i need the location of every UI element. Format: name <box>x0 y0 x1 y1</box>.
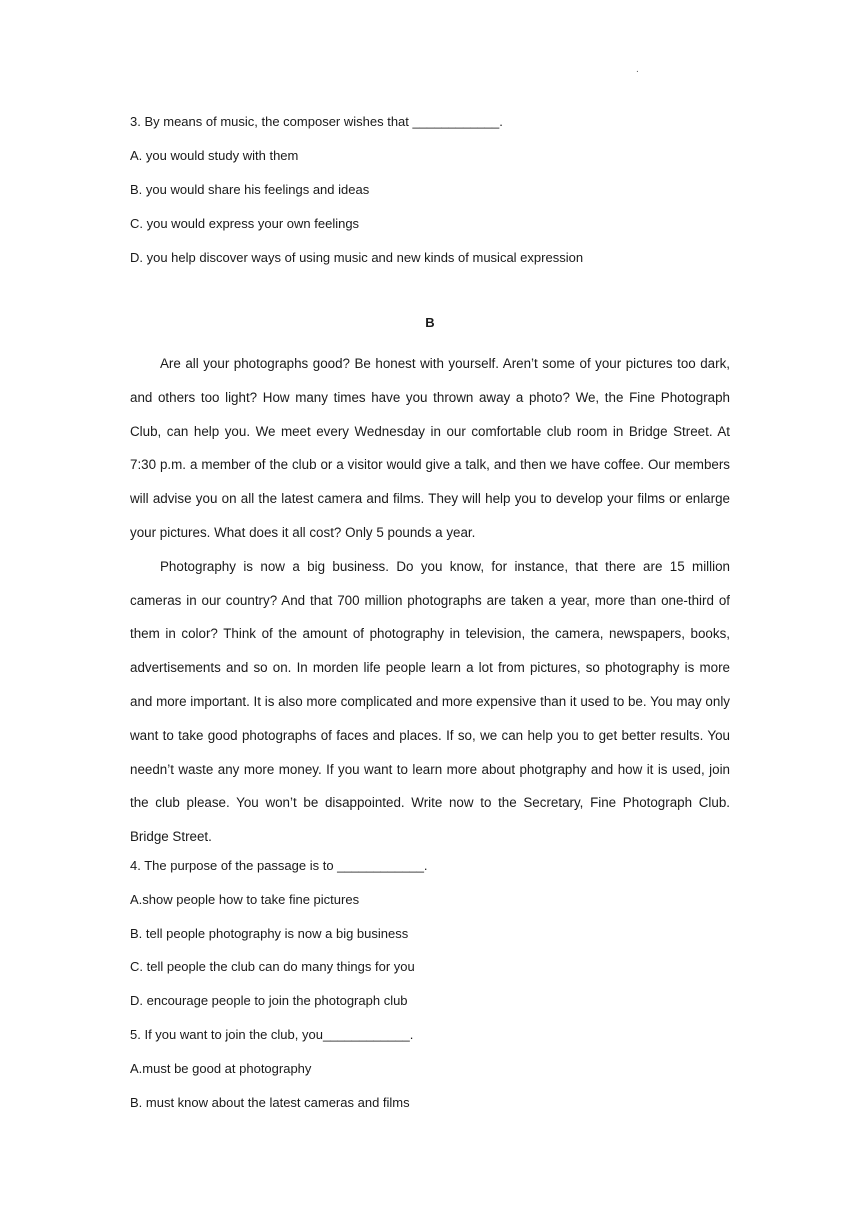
question-3-stem: 3. By means of music, the composer wishes that ____________. <box>130 114 503 129</box>
passage-paragraph-1: Are all your photographs good? Be honest with yourself. Aren’t some of your pictures too dark, and others too light? How many times have you thrown away a photo? We, the Fine Photograph Club, can help you. We meet every Wednesday in our comfortable club room in Bridge Street. At 7:30 p.m. a member of the club or a visitor would give a talk, and then we have coffee. Our members will advise you on all the latest camera and films. They will help you to develop your films or enlarge your pictures. What does it all cost? Only 5 pounds a year. <box>130 356 730 540</box>
question-5-option-b: B. must know about the latest cameras and films <box>130 1094 410 1110</box>
question-3-block <box>130 112 730 282</box>
question-3-option-d: D. you help discover ways of using music and new kinds of musical expression <box>130 250 584 265</box>
reading-passage <box>130 347 730 854</box>
questions-block <box>130 856 730 1126</box>
question-5-stem: 5. If you want to join the club, you____________. <box>130 1026 414 1042</box>
passage-paragraph-2: Photography is now a big business. Do you know, for instance, that there are 15 million cameras in our country? And that 700 million photographs are taken a year, more than one-third of them in color? Think of the amount of photography in television, the camera, newspapers, books, advertisements and so on. In morden life people learn a lot from pictures, so photography is more and more important. It is also more complicated and more expensive than it used to be. You may only want to take good photographs of faces and places. If so, we can help you to get better results. You needn’t waste any more money. If you want to learn more about photgraphy and how it is used, join the club please. You won’t be disappointed. Write now to the Secretary, Fine Photograph Club. Bridge Street. <box>130 558 730 845</box>
question-5-option-a: A.must be good at photography <box>130 1060 312 1076</box>
question-3-option-a: A. you would study with them <box>130 148 299 163</box>
section-title: B <box>425 315 435 330</box>
question-4-stem: 4. The purpose of the passage is to ____________. <box>130 858 428 873</box>
question-4-option-c: C. tell people the club can do many things for you <box>130 959 415 975</box>
question-4-option-d: D. encourage people to join the photograph club <box>130 993 408 1009</box>
question-4-option-b: B. tell people photography is now a big business <box>130 925 409 941</box>
question-3-option-c: C. you would express your own feelings <box>130 216 360 231</box>
question-3-option-b: B. you would share his feelings and ideas <box>130 182 370 197</box>
question-4-option-a: A.show people how to take fine pictures <box>130 891 360 907</box>
header-dot: . <box>636 64 639 75</box>
